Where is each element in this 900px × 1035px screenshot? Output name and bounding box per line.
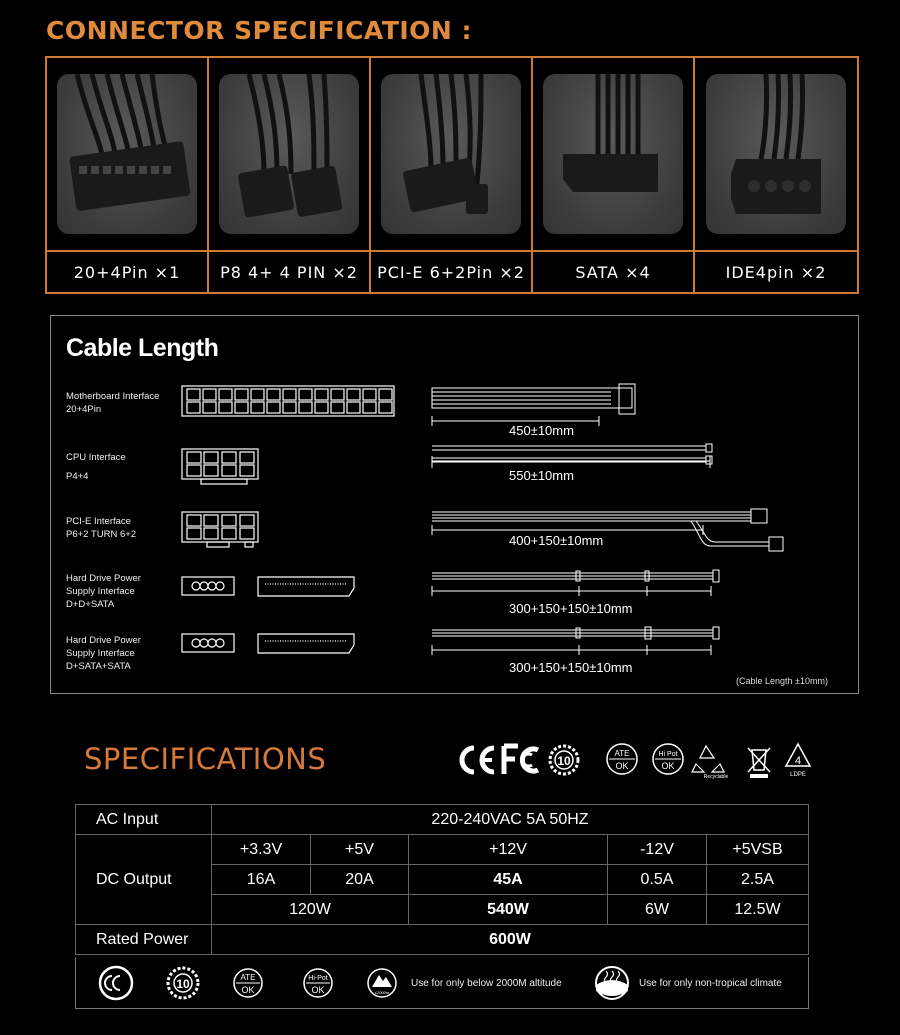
rail-current: 20A	[311, 865, 409, 895]
svg-text:ATE: ATE	[614, 749, 630, 758]
rail-current: 16A	[212, 865, 311, 895]
cable-length-value: 300+150+150±10mm	[509, 660, 633, 675]
svg-text:OK: OK	[241, 985, 255, 995]
cable-row-label: Motherboard Interface 20+4Pin	[66, 391, 160, 415]
rail-label: +12V	[409, 835, 608, 865]
spec-footer	[75, 957, 809, 1009]
svg-text:10: 10	[557, 754, 571, 768]
rohs-10-icon	[550, 746, 578, 774]
dc-output-label: DC Output	[76, 835, 212, 925]
rail-watts: 540W	[409, 895, 608, 925]
cable-row-label: Hard Drive Power Supply Interface D+SATA+SATA	[66, 635, 141, 672]
rail-label: +3.3V	[212, 835, 311, 865]
rail-label: +5V	[311, 835, 409, 865]
cable-row-label: PCI-E Interface P6+2 TURN 6+2	[66, 516, 137, 540]
connector-label: 20+4Pin ×1	[47, 252, 209, 292]
altitude-note: Use for only below 2000M altitude	[411, 978, 562, 989]
connector-photo-sata	[533, 58, 695, 252]
ccc-mark-icon	[100, 967, 132, 999]
connector-photo-ide	[695, 58, 857, 252]
ate-ok-icon	[234, 969, 262, 997]
connector-photo-cpu	[209, 58, 371, 252]
spec-table	[75, 804, 809, 955]
recycle-icon	[692, 746, 728, 780]
ce-mark-icon	[462, 748, 494, 772]
svg-text:OK: OK	[311, 985, 325, 995]
svg-text:Hi Pot: Hi Pot	[658, 751, 678, 758]
rated-power-value: 600W	[212, 925, 809, 955]
cable-length-value: 300+150+150±10mm	[509, 601, 633, 616]
rail-current: 45A	[409, 865, 608, 895]
connector-label: IDE4pin ×2	[725, 262, 827, 282]
certification-icons	[452, 738, 822, 788]
specifications-title: SPECIFICATIONS	[84, 742, 327, 776]
cable-diagram	[51, 316, 858, 693]
svg-text:≤2000m: ≤2000m	[374, 990, 390, 995]
rail-current: 2.5A	[707, 865, 809, 895]
rail-label: +5VSB	[707, 835, 809, 865]
ate-ok-icon	[607, 744, 637, 774]
connector-photo-24pin	[47, 58, 209, 252]
connector-label: PCI-E 6+2Pin ×2	[371, 252, 533, 292]
svg-text:Recyclable: Recyclable	[703, 774, 729, 780]
svg-text:OK: OK	[615, 761, 629, 771]
hipot-ok-icon	[304, 969, 332, 997]
cable-length-panel	[50, 315, 859, 694]
weee-bin-icon	[748, 748, 770, 778]
svg-text:4: 4	[794, 755, 802, 767]
cable-row-label: Hard Drive Power Supply Interface D+D+SATA	[66, 573, 141, 610]
rated-power-label: Rated Power	[76, 925, 212, 955]
connector-photo-pcie	[371, 58, 533, 252]
connector-label: P8 4+ 4 PIN ×2	[209, 252, 371, 292]
rohs-10-icon	[168, 968, 198, 998]
svg-text:Hi-Pot: Hi-Pot	[308, 975, 328, 982]
ac-input-value: 220-240VAC 5A 50HZ	[212, 805, 809, 835]
cable-row-label: CPU Interface P4+4	[66, 452, 126, 482]
rail-watts: 120W	[212, 895, 409, 925]
fcc-mark-icon	[504, 746, 538, 774]
rail-watts: 6W	[608, 895, 707, 925]
cable-length-value: 400+150±10mm	[509, 533, 604, 548]
svg-text:OK: OK	[661, 761, 675, 771]
rail-label: -12V	[608, 835, 707, 865]
connector-spec-heading: CONNECTOR SPECIFICATION :	[46, 16, 473, 45]
cable-length-value: 450±10mm	[509, 423, 574, 438]
svg-text:LDPE: LDPE	[790, 772, 806, 778]
cable-length-note: (Cable Length ±10mm)	[736, 676, 828, 686]
hipot-ok-icon	[653, 744, 683, 774]
cable-length-title: Cable Length	[66, 334, 219, 362]
altitude-icon	[368, 969, 396, 997]
svg-text:ATE: ATE	[240, 973, 256, 982]
climate-note: Use for only non-tropical climate	[639, 978, 782, 989]
svg-text:10: 10	[176, 977, 190, 991]
ldpe-4-icon	[786, 744, 810, 778]
rail-watts: 12.5W	[707, 895, 809, 925]
climate-icon	[596, 967, 628, 999]
rail-current: 0.5A	[608, 865, 707, 895]
connector-grid	[45, 56, 859, 294]
connector-label: SATA ×4	[533, 252, 695, 292]
ac-input-label: AC Input	[76, 805, 212, 835]
cable-length-value: 550±10mm	[509, 468, 574, 483]
